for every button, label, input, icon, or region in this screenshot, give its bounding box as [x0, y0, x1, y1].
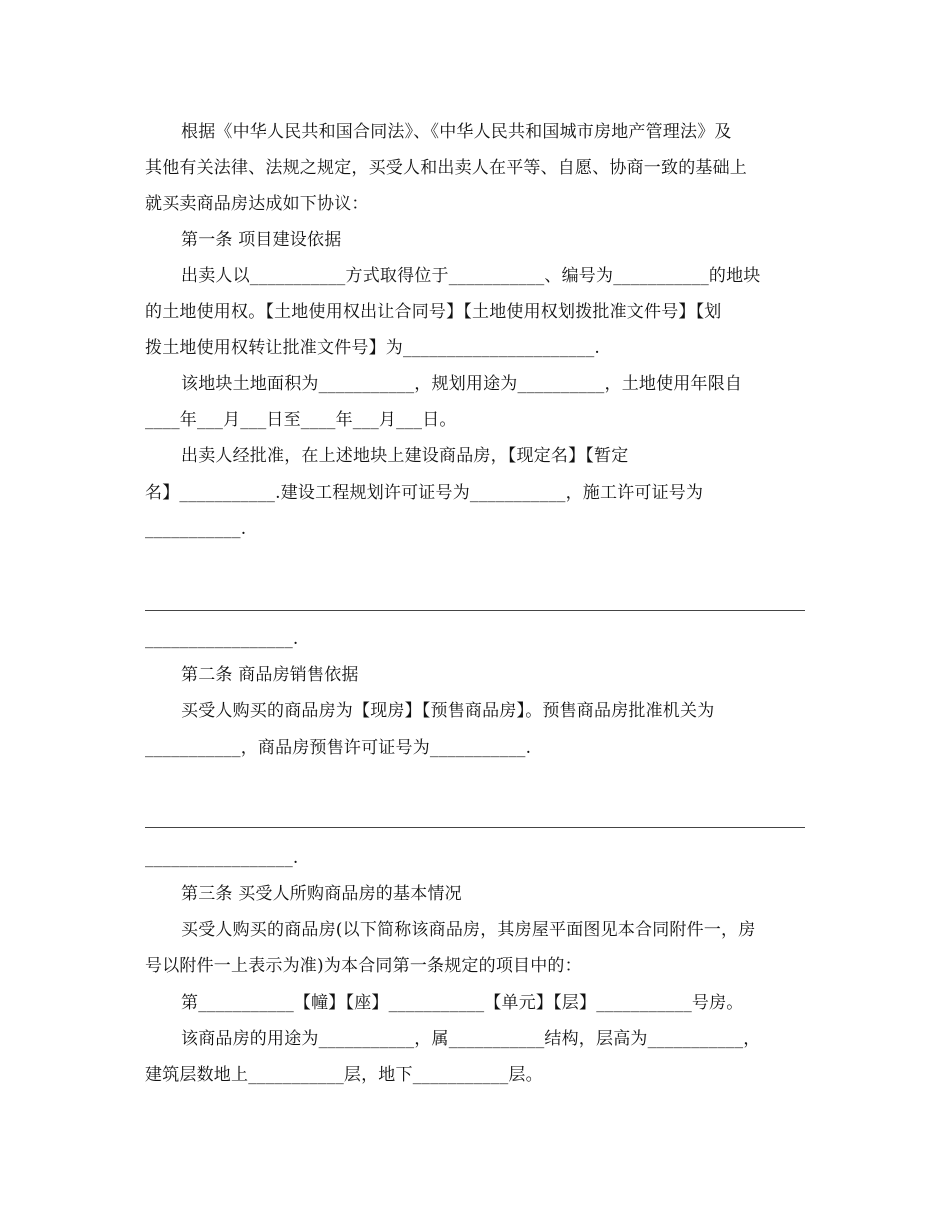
article-1-heading: 第一条 项目建设依据: [181, 230, 342, 250]
article-1-line-1: 出卖人以___________方式取得位于___________、编号为___________的地块: [181, 266, 761, 286]
article-1-line-4: 该地块土地面积为___________，规划用途为__________，土地使用年限自: [181, 374, 743, 394]
article-3-line-1: 买受人购买的商品房(以下简称该商品房，其房屋平面图见本合同附件一，房: [181, 920, 756, 940]
article-1-line-9: _________________.: [145, 629, 299, 649]
article-3-line-4: 该商品房的用途为___________，属___________结构，层高为___________，: [181, 1029, 761, 1049]
blank-fill-rule: [145, 827, 805, 828]
article-1-line-2: 的土地使用权。【土地使用权出让合同号】【土地使用权划拨批准文件号】【划: [145, 302, 722, 322]
article-2-line-3: _________________.: [145, 848, 299, 868]
article-3-line-3: 第___________【幢】【座】___________【单元】【层】___________号房。: [181, 993, 744, 1013]
preamble-line-3: 就买卖商品房达成如下协议：: [145, 194, 369, 214]
article-1-line-5: ____年___月___日至____年___月___日。: [145, 410, 457, 430]
article-2-line-2: ___________，商品房预售许可证号为___________.: [145, 738, 532, 758]
article-2-heading: 第二条 商品房销售依据: [181, 665, 359, 685]
blank-fill-rule: [145, 610, 805, 611]
article-2-line-1: 买受人购买的商品房为【现房】【预售商品房】。预售商品房批准机关为: [181, 701, 715, 721]
article-3-line-5: 建筑层数地上___________层，地下___________层。: [145, 1065, 543, 1085]
article-1-line-8: ___________.: [145, 519, 247, 539]
preamble-line-1: 根据《中华人民共和国合同法》、《中华人民共和国城市房地产管理法》及: [181, 122, 732, 142]
article-1-line-3: 拨土地使用权转让批准文件号】为______________________.: [145, 338, 601, 358]
preamble-line-2: 其他有关法律、法规之规定，买受人和出卖人在平等、自愿、协商一致的基础上: [145, 158, 747, 178]
article-1-line-7: 名】___________.建设工程规划许可证号为___________，施工许可证号为: [145, 483, 704, 503]
article-3-line-2: 号以附件一上表示为准)为本合同第一条规定的项目中的：: [145, 956, 582, 976]
article-1-line-6: 出卖人经批准，在上述地块上建设商品房，【现定名】【暂定: [181, 446, 629, 466]
article-3-heading: 第三条 买受人所购商品房的基本情况: [181, 884, 462, 904]
